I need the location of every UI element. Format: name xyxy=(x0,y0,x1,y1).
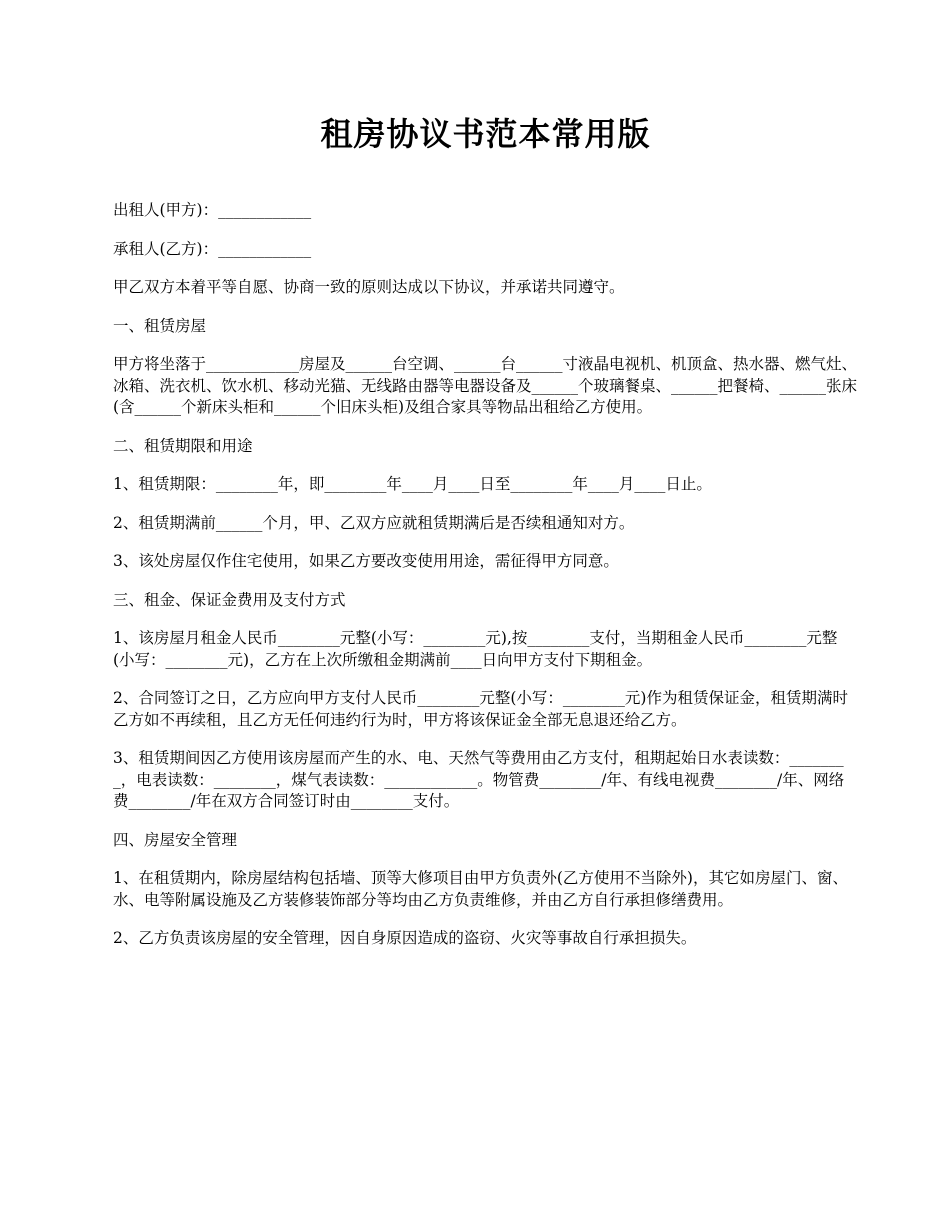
document-title: 租房协议书范本常用版 xyxy=(320,115,651,153)
clause-utilities: 3、租赁期间因乙方使用该房屋而产生的水、电、天然气等费用由乙方支付，租期起始日水表读数：________，电表读数：________，煤气表读数：____________。物管费________/年、有线电视费________/年、网络费________/年在双方合同签订时由________支付。 xyxy=(113,749,845,810)
clause-maintenance: 1、在租赁期内，除房屋结构包括墙、顶等大修项目由甲方负责外(乙方使用不当除外)，其它如房屋门、窗、水、电等附属设施及乙方装修装饰部分等均由乙方负责维修，并由乙方自行承担修缮费用。 xyxy=(113,869,848,909)
section-heading-2: 二、租赁期限和用途 xyxy=(113,436,253,455)
section-heading-1: 一、租赁房屋 xyxy=(113,316,207,335)
clause-rent: 1、该房屋月租金人民币________元整(小写：________元),按________支付，当期租金人民币________元整(小写：________元)，乙方在上次所缴租金期满前____日向甲方支付下期租金。 xyxy=(113,629,838,669)
section-heading-3: 三、租金、保证金费用及支付方式 xyxy=(113,590,346,609)
lessor-line: 出租人(甲方)：____________ xyxy=(113,201,312,219)
lessee-line: 承租人(乙方)：____________ xyxy=(113,239,312,258)
clause-safety: 2、乙方负责该房屋的安全管理，因自身原因造成的盗窃、火灾等事故自行承担损失。 xyxy=(113,929,697,947)
preamble: 甲乙双方本着平等自愿、协商一致的原则达成以下协议，并承诺共同遵守。 xyxy=(113,278,625,296)
clause-renewal-notice: 2、租赁期满前______个月，甲、乙双方应就租赁期满后是否续租通知对方。 xyxy=(113,513,635,532)
section-heading-4: 四、房屋安全管理 xyxy=(113,830,238,849)
clause-property: 甲方将坐落于____________房屋及______台空调、______台______寸液晶电视机、机顶盒、热水器、燃气灶、冰箱、洗衣机、饮水机、移动光猫、无线路由器等电器设备及______个玻璃餐桌、______把餐椅、______张床(含______个新床头柜和______个旧床头柜)及组合家具等物品出租给乙方使用。 xyxy=(113,355,858,416)
clause-deposit: 2、合同签订之日，乙方应向甲方支付人民币________元整(小写：________元)作为租赁保证金，租赁期满时乙方如不再续租，且乙方无任何违约行为时，甲方将该保证金全部无息退还给乙方。 xyxy=(113,689,848,729)
clause-term: 1、租赁期限：________年，即________年____月____日至________年____月____日止。 xyxy=(113,475,712,493)
clause-usage: 3、该处房屋仅作住宅使用，如果乙方要改变使用用途，需征得甲方同意。 xyxy=(113,552,619,570)
